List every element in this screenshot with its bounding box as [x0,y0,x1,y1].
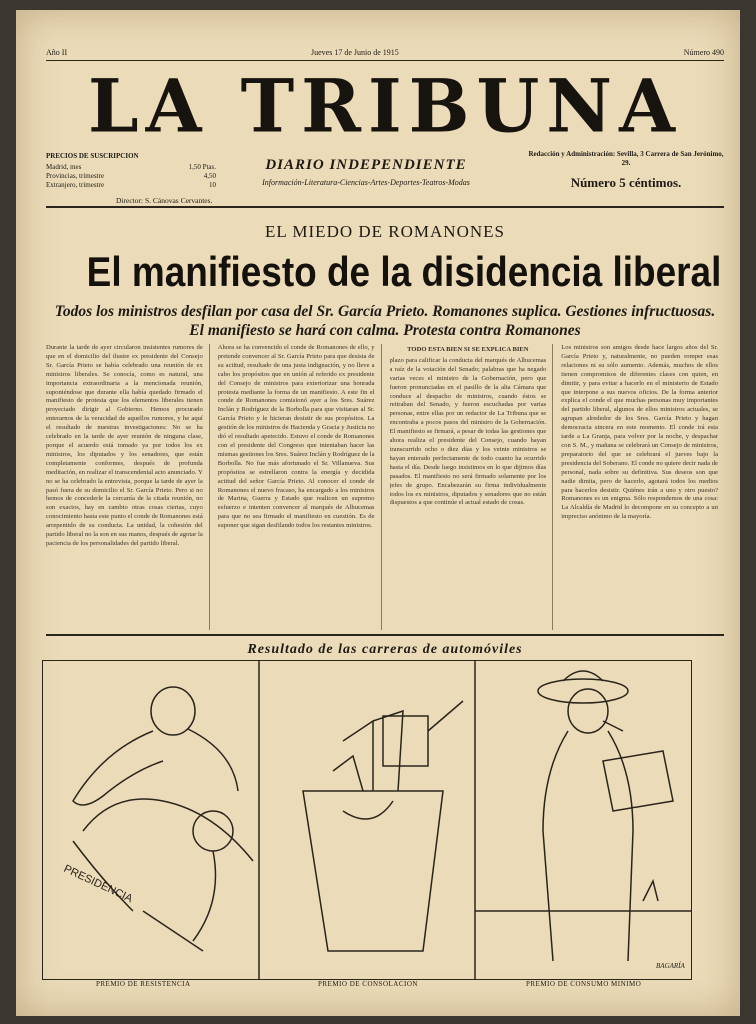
article-headline: El manifiesto de la disidencia liberal [86,248,722,295]
column-subheading: TODO ESTA BIEN SI SE EXPLICA BIEN [407,346,529,353]
top-rule [46,60,724,61]
cartoon-caption-3: PREMIO DE CONSUMO MINIMO [526,980,642,988]
price-row: Provincias, trimestre 4,50 [46,172,216,180]
issue-price: Número 5 céntimos. [570,175,682,190]
subscription-prices [46,152,216,190]
cartoon-caption-2: PREMIO DE CONSOLACION [318,980,418,988]
column-text: plazo para calificar la conducta del marqués de Alhucemas a raíz de la votación del Senado; palabras que ha negado varias veces el ministro de la Gobernación, pero que fueron pronunciadas en el pasillo de la alta Cámara que conduce al despacho de ministros, cuando éstos se retiraban del Senado, y fueron escuchadas por varias personas, entre ellas por un redactor de La Tribuna que se encontraba a pocos pasos del ministro de la Gobernación. El manifiesto se firmará, a pesar de todas las gestiones que ahora realiza el presidente del Consejo, cuando hayan transcurrido ocho o diez días y los veinte ministros se hayan enterado perfectamente de todo cuanto ha ocurrido hasta el día. Desde luego insistimos en lo que dijimos días pasados. El manifiesto no será firmado solamente por los jefes de grupo. Encabezarán su firma individualmente todos los ex ministros, diputados y senadores que no están dispuestos a que continúe el actual estado de cosas. [389,356,547,507]
article-subhead: Todos los ministros desfilan por casa del Sr. García Prieto. Romanones suplica. Gestiones infructuosas. El manifiesto se hará con calma. Protesta contra Romanones [54,303,716,339]
masthead-subtitle: DIARIO INDEPENDIENTE [265,157,467,173]
presidencia-label: PRESIDENCIA [61,862,135,906]
masthead-title: LA TRIBUNA [88,62,682,149]
subscription-heading: PRECIOS DE SUSCRIPCION [46,152,139,160]
cartoon-rule [46,634,724,636]
article-column: Ahora se ha convencido el conde de Romanones de ello, y pretende convencer al Sr. García Prieto para que desista de su actitud, resultado de una justa indignación, y no lleve a cabo los propósitos que en unión al referido ex presidente del Consejo de ministros para exteriorizar una honrada protesta mediante la forma de un manifiesto. A este fin el conde de Romanones comisionó ayer a los Sres. Suárez Inclán y Rodríguez de la Borbolla para que visitaran al Sr. García Prieto y le hicieran desistir de sus propósitos. La gestión de los ministros de Hacienda y Gracia y Justicia no dió el resultado apetecido. Estuvo el conde de Romanones con el presidente del Congreso que intentaban hacer las mismas gestiones los Sres. Suárez Inclán y Rodríguez de la Borbolla. No fue más afortunado el Sr. Villanueva. Sus propósitos se estrellaron contra la energía y decidida actitud del señor García Prieto. Al conocer el conde de Romanones el nuevo fracaso, ha encargado a los ministros de Marina, Guerra y Estado que realicen un supremo esfuerzo e intenten convencer al marqués de Alhucemas para que no sea firmado el manifiesto en cuestión. Es de suponer que sigan desfilando todos los restantes ministros. [218,344,382,630]
cartoon-caption-1: PREMIO DE RESISTENCIA [96,980,191,988]
cartoon-drawing [43,661,691,979]
masthead-topics: Información-Literatura-Ciencias-Artes-Deportes-Teatros-Modas [262,178,470,187]
masthead-rule [46,206,724,208]
price-row: Extranjero, trimestre 10 [46,181,216,189]
office-address: Redacción y Administración: Sevilla, 3 Carrera de San Jerónimo, 29. [528,150,724,167]
year-label: Año II [46,48,68,57]
article-column: Los ministros son amigos desde hace largos años del Sr. García Prieto y, naturalmente, no pueden romper esas relaciones ni su sólo aumento. Además, muchos de ellos tienen compromisos de diferentes clases con quien, en dimitir, y para evitar a hacerlo en el ministerio de Estado que interpone a sus nuevos oficios. De la forma anterior explica el conde el que muchas personas muy importantes del partido liberal, algunos de ellos ministros actuales, se agrupan alrededor de los Sres. García Prieto y hagan democracia sincera en este momento. El conde irá esta tarde a La Granja, para volver por la noche, y despachar con S. M., y mañana se celebrará un Consejo de ministros, preparatorio del que se celebrará el jueves bajo la presidencia del Soberano. El conde no quiere decir nada de personal, nada sobre su definitiva. Sus deseos son que nadie dimita, pero de hacerlo, agotará todos los medios para hacerlos desistir. Quiénes irán a uno y otro puesto? Romanones es un enigma. Sólo respondemos de una cosa: La Alcaldía de Madrid lo decompone en su concepto a un impreciso anónimo de la mayoría. [561,344,718,521]
cartoon-title: Resultado de las carreras de automóviles [247,642,523,657]
article-columns [46,344,724,630]
newspaper-page [16,10,740,1016]
price-row: Madrid, mes 1,50 Ptas. [46,163,216,171]
article-kicker: EL MIEDO DE ROMANONES [265,222,505,241]
issue-date: Jueves 17 de Junio de 1915 [311,48,399,57]
director-line: Director: S. Cánovas Cervantes. [116,196,213,205]
cartoon-illustration [42,660,692,980]
article-column [390,344,554,630]
issue-number: Número 490 [683,48,724,57]
article-column: Durante la tarde de ayer circularon insistentes rumores de que en el domicilio del ilustre ex presidente del Consejo Sr. García Prieto se había celebrado una reunión de ex ministros liberales. Se conocía, como es natural, una importancia extraordinaria a la mencionada reunión, suponiéndose que durante ella había quedado firmado el manifiesto de protesta que los elementos liberales tienen proyectado dirigir al Gobierno. Hemos procurado enterarnos de la veracidad de aquellos rumores, y he aquí el resultado de nuestras investigaciones: No se ha celebrado en la tarde de ayer reunión de ninguna clase, porque el acuerdo está tomado ya por todos los ex ministros, los diputados y los senadores, que están completamente conformes, después de profunda meditación, en realizar el transcendental acto anunciado. Y no se ha celebrado la entrevista, porque la tarde de ayer la pasó fuera de su domicilio el Sr. García Prieto. Pero si no hemos de concederle la cercanía de la citada reunión, no son exactos, hay en cambio otras cosas ciertas, cuyo conocimiento hasta este punto el conde de Romanones está arrepentido de su conducta. La unidad, la cohesión del partido liberal no la son en sus manos, después de agotar la paciencia de los personalidades del partido liberal. [46,344,210,630]
artist-signature: BAGARÍA [656,962,685,970]
masthead-subtitle-block [221,157,511,187]
